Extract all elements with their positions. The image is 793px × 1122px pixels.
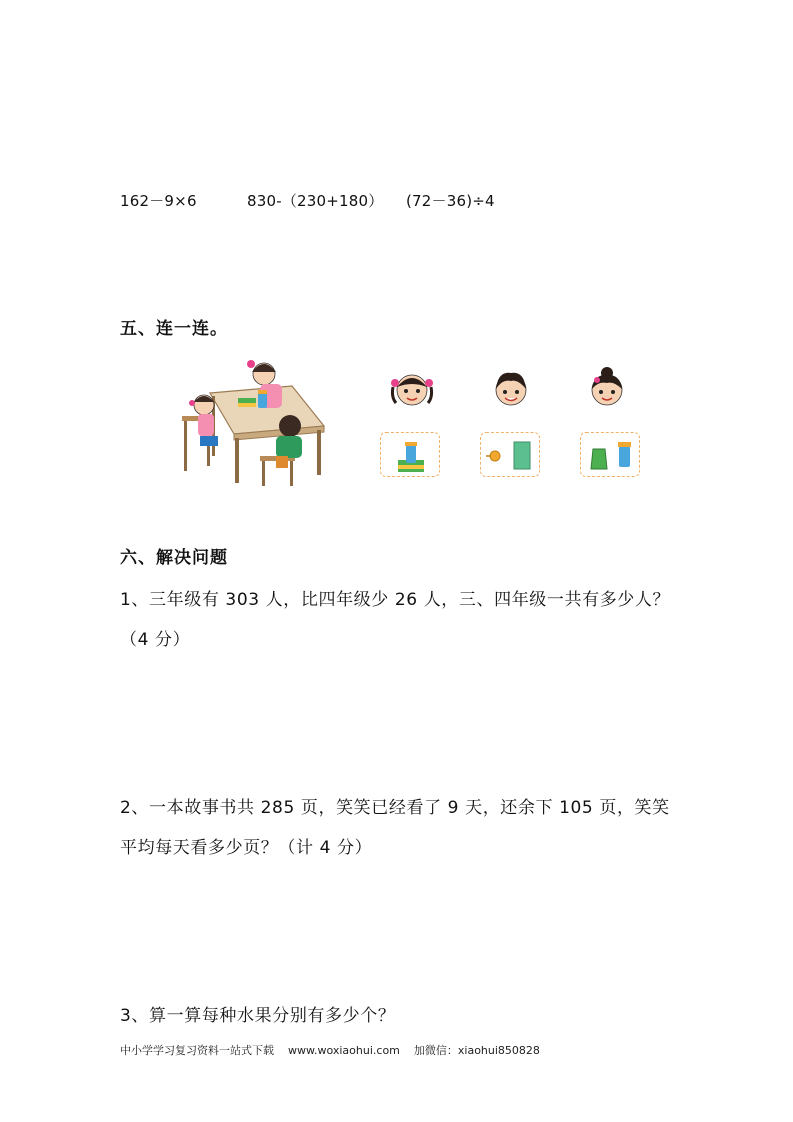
question-1-line-1: 1、三年级有 303 人，比四年级少 26 人，三、四年级一共有多少人？ (120, 590, 671, 610)
book-and-cup-view-icon (580, 432, 640, 477)
question-2-line-2: 平均每天看多少页？（计 4 分） (120, 838, 373, 858)
expression-2: 830-（230+180） (247, 192, 384, 210)
expression-1: 162－9×6 (120, 192, 197, 210)
question-1-line-2: （4 分） (120, 630, 191, 650)
expression-3: (72－36)÷4 (406, 192, 495, 210)
books-and-cup-view-icon (380, 432, 440, 477)
cup-side-view-icon (480, 432, 540, 477)
section-6-title: 六、解决问题 (120, 548, 228, 568)
girl-bun-face-icon (584, 365, 630, 411)
footer-contact: 加微信：xiaohui850828 (413, 1044, 540, 1057)
children-at-table-illustration (172, 348, 327, 488)
girl-pigtails-face-icon (389, 365, 435, 411)
question-2-line-1: 2、一本故事书共 285 页，笑笑已经看了 9 天，还余下 105 页，笑笑 (120, 798, 670, 818)
boy-face-icon (488, 365, 534, 411)
question-3-line-1: 3、算一算每种水果分别有多少个？ (120, 1006, 396, 1026)
page-footer (120, 1042, 540, 1058)
footer-text-1: 中小学学习复习资料一站式下载 (120, 1044, 274, 1057)
footer-url: www.woxiaohui.com (288, 1044, 400, 1057)
section-5-title: 五、连一连。 (120, 319, 228, 339)
